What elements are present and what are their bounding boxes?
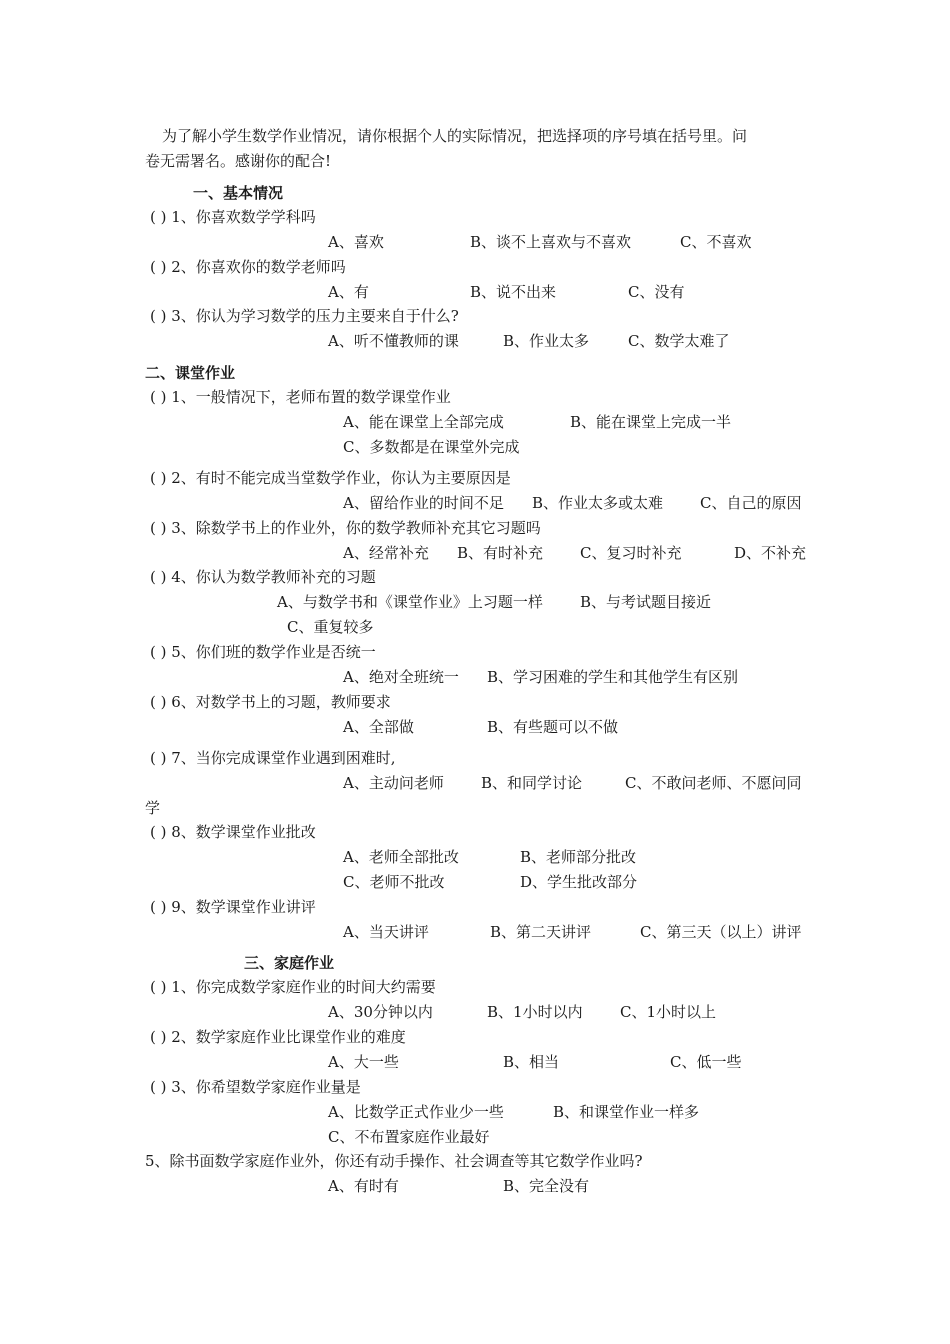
section-2-title: 二、课堂作业	[145, 364, 236, 382]
question-3-3: ( ) 3、你希望数学家庭作业量是	[150, 1078, 361, 1096]
question-2-1: ( ) 1、一般情况下，老师布置的数学课堂作业	[150, 388, 451, 406]
option-b: B、与考试题目接近	[580, 593, 712, 611]
option-c: C、1小时以上	[620, 1003, 717, 1021]
question-1-2: ( ) 2、你喜欢你的数学老师吗	[150, 258, 346, 276]
question-1-1: ( ) 1、你喜欢数学学科吗	[150, 208, 316, 226]
question-2-8: ( ) 8、数学课堂作业批改	[150, 823, 316, 841]
option-c: C、多数都是在课堂外完成	[343, 438, 520, 456]
option-b: B、第二天讲评	[490, 923, 592, 941]
intro-line-1: 为了解小学生数学作业情况，请你根据个人的实际情况，把选择项的序号填在括号里。问	[162, 127, 748, 145]
option-b: B、谈不上喜欢与不喜欢	[470, 233, 632, 251]
option-c-wrap: 学	[145, 799, 161, 817]
question-1-3: ( ) 3、你认为学习数学的压力主要来自于什么?	[150, 307, 459, 325]
section-1-title: 一、基本情况	[193, 184, 284, 202]
option-b: B、和课堂作业一样多	[553, 1103, 700, 1121]
option-c: C、自己的原因	[700, 494, 802, 512]
question-2-9: ( ) 9、数学课堂作业讲评	[150, 898, 316, 916]
option-c: C、低一些	[670, 1053, 742, 1071]
option-a: A、有	[328, 283, 369, 301]
option-b: B、有时补充	[457, 544, 544, 562]
option-a: A、与数学书和《课堂作业》上习题一样	[277, 593, 543, 611]
option-c: C、不喜欢	[680, 233, 752, 251]
option-b: B、能在课堂上完成一半	[570, 413, 732, 431]
option-c: C、老师不批改	[343, 873, 445, 891]
option-a: A、主动问老师	[343, 774, 444, 792]
option-c: C、复习时补充	[580, 544, 682, 562]
option-d: D、不补充	[734, 544, 807, 562]
option-a: A、老师全部批改	[343, 848, 459, 866]
option-c: C、不布置家庭作业最好	[328, 1128, 490, 1146]
option-b: B、相当	[503, 1053, 560, 1071]
option-c: C、没有	[628, 283, 685, 301]
option-b: B、说不出来	[470, 283, 557, 301]
option-b: B、老师部分批改	[520, 848, 637, 866]
question-2-2: ( ) 2、有时不能完成当堂数学作业，你认为主要原因是	[150, 469, 511, 487]
question-3-1: ( ) 1、你完成数学家庭作业的时间大约需要	[150, 978, 436, 996]
option-a: A、经常补充	[343, 544, 429, 562]
option-b: B、作业太多	[503, 332, 590, 350]
option-b: B、完全没有	[503, 1177, 590, 1195]
question-2-6: ( ) 6、对数学书上的习题，教师要求	[150, 693, 391, 711]
option-a: A、比数学正式作业少一些	[328, 1103, 504, 1121]
option-c: C、不敢问老师、不愿问同	[625, 774, 802, 792]
option-a: A、大一些	[328, 1053, 399, 1071]
option-a: A、全部做	[343, 718, 414, 736]
option-a: A、能在课堂上全部完成	[343, 413, 504, 431]
question-3-5: 5、除书面数学家庭作业外，你还有动手操作、社会调查等其它数学作业吗?	[145, 1152, 643, 1170]
option-c: C、重复较多	[287, 618, 374, 636]
question-2-5: ( ) 5、你们班的数学作业是否统一	[150, 643, 376, 661]
intro-line-2: 卷无需署名。感谢你的配合!	[145, 152, 332, 170]
option-a: A、喜欢	[328, 233, 384, 251]
question-3-2: ( ) 2、数学家庭作业比课堂作业的难度	[150, 1028, 406, 1046]
option-b: B、学习困难的学生和其他学生有区别	[487, 668, 739, 686]
option-c: C、第三天（以上）讲评	[640, 923, 802, 941]
question-2-3: ( ) 3、除数学书上的作业外，你的数学教师补充其它习题吗	[150, 519, 541, 537]
option-b: B、作业太多或太难	[532, 494, 664, 512]
section-3-title: 三、家庭作业	[244, 954, 335, 972]
option-b: B、1小时以内	[487, 1003, 583, 1021]
option-b: B、和同学讨论	[481, 774, 583, 792]
option-d: D、学生批改部分	[520, 873, 638, 891]
option-a: A、听不懂教师的课	[328, 332, 459, 350]
option-a: A、30分钟以内	[328, 1003, 433, 1021]
option-b: B、有些题可以不做	[487, 718, 619, 736]
question-2-4: ( ) 4、你认为数学教师补充的习题	[150, 568, 376, 586]
option-c: C、数学太难了	[628, 332, 730, 350]
option-a: A、绝对全班统一	[343, 668, 459, 686]
question-2-7: ( ) 7、当你完成课堂作业遇到困难时,	[150, 749, 396, 767]
option-a: A、当天讲评	[343, 923, 429, 941]
option-a: A、留给作业的时间不足	[343, 494, 504, 512]
option-a: A、有时有	[328, 1177, 399, 1195]
